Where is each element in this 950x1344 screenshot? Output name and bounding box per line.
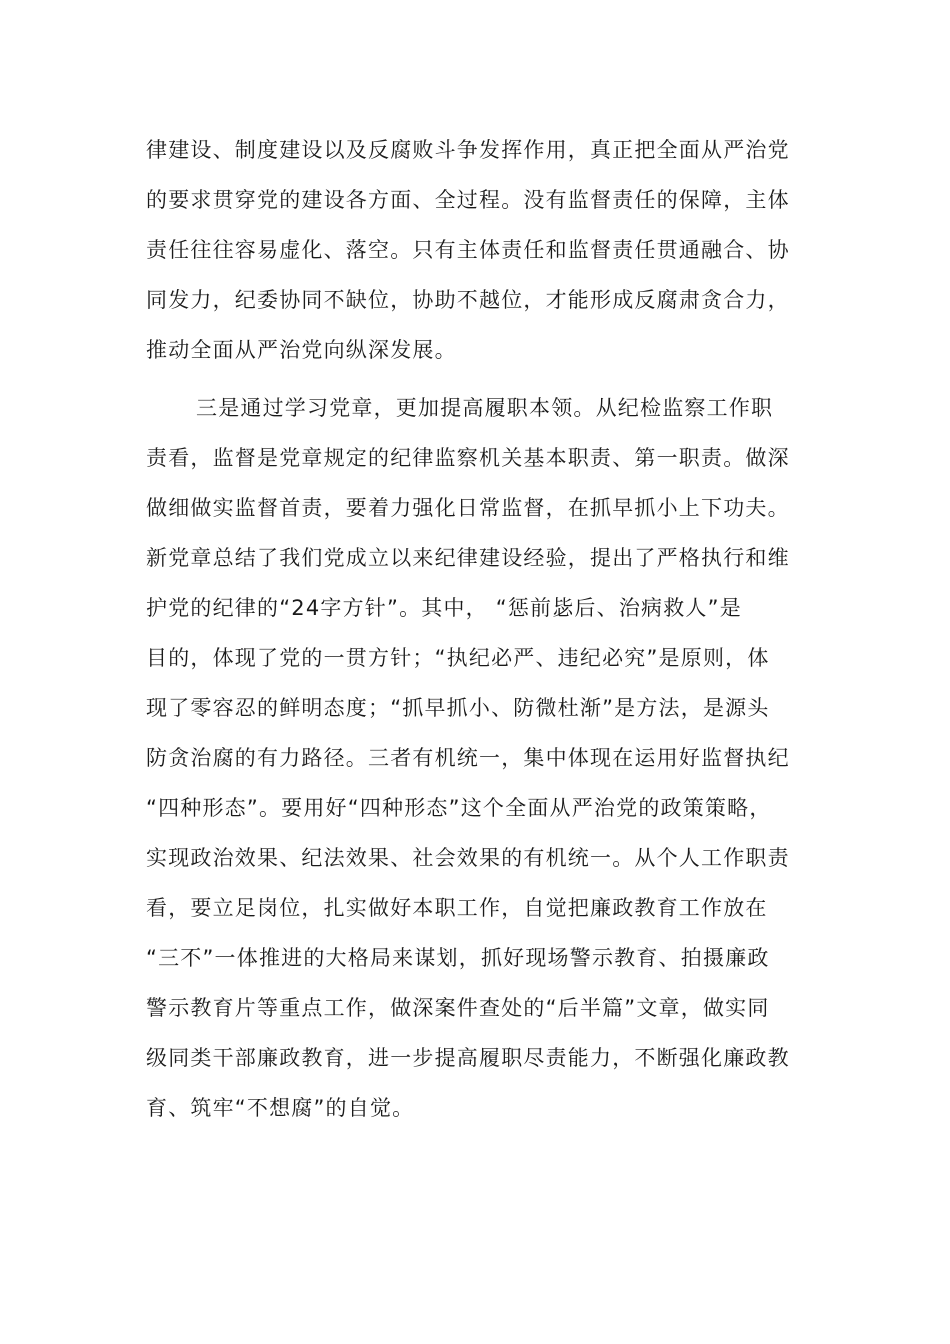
paragraph-2-line-5: 护党的纪律的“24字方针”。其中， “惩前毖后、治病救人”是 xyxy=(146,596,742,620)
paragraph-1-line-5: 推动全面从严治党向纵深发展。 xyxy=(146,338,457,362)
paragraph-2-line-9: “四种形态”。要用好“四种形态”这个全面从严治党的政策策略， xyxy=(146,796,772,820)
paragraph-1-line-2: 的要求贯穿党的建设各方面、全过程。没有监督责任的保障，主体 xyxy=(146,188,790,212)
paragraph-2-line-11: 看，要立足岗位，扎实做好本职工作，自觉把廉政教育工作放在 xyxy=(146,896,768,920)
paragraph-2-line-14: 级同类干部廉政教育，进一步提高履职尽责能力，不断强化廉政教 xyxy=(146,1046,790,1070)
paragraph-1-line-4: 同发力，纪委协同不缺位，协助不越位，才能形成反腐肃贪合力， xyxy=(146,288,790,312)
paragraph-2-line-15: 育、筑牢“不想腐”的自觉。 xyxy=(146,1096,415,1120)
paragraph-2-line-8: 防贪治腐的有力路径。三者有机统一，集中体现在运用好监督执纪 xyxy=(146,746,790,770)
paragraph-2-line-1: 三是通过学习党章，更加提高履职本领。从纪检监察工作职 xyxy=(196,396,774,420)
paragraph-2-line-13: 警示教育片等重点工作，做深案件查处的“后半篇”文章，做实同 xyxy=(146,996,770,1020)
paragraph-2-line-2: 责看，监督是党章规定的纪律监察机关基本职责、第一职责。做深 xyxy=(146,446,790,470)
paragraph-2-line-3: 做细做实监督首责，要着力强化日常监督，在抓早抓小上下功夫。 xyxy=(146,496,790,520)
paragraph-1-line-3: 责任往往容易虚化、落空。只有主体责任和监督责任贯通融合、协 xyxy=(146,238,790,262)
paragraph-2-line-6: 目的，体现了党的一贯方针；“执纪必严、违纪必究”是原则，体 xyxy=(146,646,770,670)
paragraph-2-line-12: “三不”一体推进的大格局来谋划，抓好现场警示教育、拍摄廉政 xyxy=(146,946,770,970)
paragraph-2-line-4: 新党章总结了我们党成立以来纪律建设经验，提出了严格执行和维 xyxy=(146,546,790,570)
paragraph-2-line-7: 现了零容忍的鲜明态度；“抓早抓小、防微杜渐”是方法，是源头 xyxy=(146,696,770,720)
paragraph-1-line-1: 律建设、制度建设以及反腐败斗争发挥作用，真正把全面从严治党 xyxy=(146,138,790,162)
paragraph-2-line-10: 实现政治效果、纪法效果、社会效果的有机统一。从个人工作职责 xyxy=(146,846,790,870)
